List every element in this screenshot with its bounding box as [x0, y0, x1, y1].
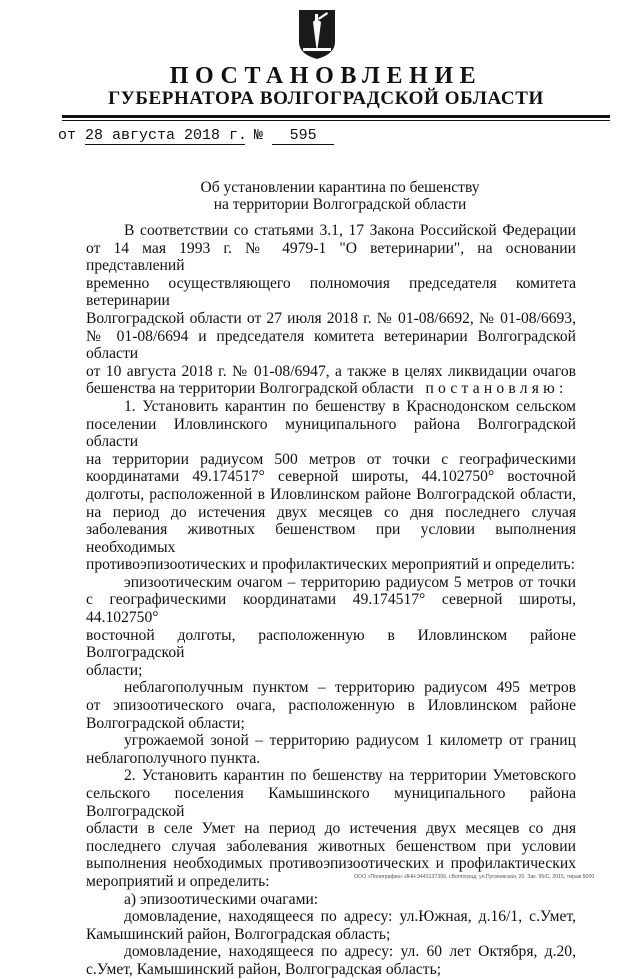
body-line: от 14 мая 1993 г. № 4979-1 "О ветеринарии", на основании представлений [86, 239, 576, 275]
body-line: от эпизоотического очага, расположенную в Иловлинском районе [86, 697, 576, 715]
document-title: ПОСТАНОВЛЕНИЕ [169, 63, 483, 89]
dateline-number-label: № [254, 127, 264, 144]
body-line: выполнения необходимых противоэпизоотических и профилактических [86, 855, 576, 873]
body-line: области в селе Умет на период до истечения двух месяцев со дня [86, 820, 576, 838]
body-line: угрожаемой зоной – территорию радиусом 1 километр от границ [124, 732, 576, 750]
body-line: неблагополучным пунктом – территорию радиусом 495 метров [124, 679, 576, 697]
body-line: 2. Установить карантин по бешенству на территории Уметовского [124, 767, 576, 785]
body-line: на территории радиусом 500 метров от точки с географическими [86, 450, 576, 468]
body-line: 1. Установить карантин по бешенству в Краснодонском сельском [124, 397, 576, 415]
body-line: сельского поселения Камышинского муниципального района Волгоградской [86, 785, 576, 820]
body-line [86, 380, 576, 398]
body-line: Волгоградской области от 27 июля 2018 г. № 01-08/6692, № 01-08/6693, [86, 309, 576, 327]
body-line: области; [86, 661, 143, 679]
body-line: а) эпизоотическими очагами: [124, 890, 319, 908]
body-line: последнего случая заболевания животных бешенством при условии [86, 837, 576, 855]
body-line: противоэпизоотических и профилактических мероприятий и определить: [86, 556, 575, 574]
body-line: заболевания животных бешенством при условии выполнения необходимых [86, 521, 576, 556]
body-line: № 01-08/6694 и председателя комитета ветеринарии Волгоградской области [86, 327, 576, 363]
dateline [58, 127, 334, 145]
body-text: бешенства на территории Волгоградской области [86, 380, 414, 398]
coat-of-arms-emblem [297, 8, 337, 60]
dateline-from-label: от [58, 127, 77, 144]
body-line: долготы, расположенной в Иловлинском районе Волгоградской области, [86, 485, 576, 503]
body-line: эпизоотическим очагом – территорию радиусом 5 метров от точки [124, 573, 576, 591]
body-line: неблагополучного пункта. [86, 749, 261, 767]
document-issuer: ГУБЕРНАТОРА ВОЛГОГРАДСКОЙ ОБЛАСТИ [108, 88, 544, 109]
body-line: домовладение, находящееся по адресу: ул. 60 лет Октября, д.20, [124, 943, 576, 961]
body-line: координатами 49.174517° северной широты, 44.102750° восточной [86, 468, 576, 486]
body-line: мероприятий и определить: [86, 872, 270, 890]
printer-imprint: ООО «Полиграфиз» ИНН 3443137399, г.Волгоград, ул.Пугачевская, 20. Зак. 95/С, 2015, тираж 5000 [354, 874, 595, 880]
body-line: поселении Иловлинского муниципального района Волгоградской области [86, 415, 576, 451]
body-line: на период до истечения двух месяцев со дня последнего случая [86, 503, 576, 521]
resolution-word: постановляю: [425, 380, 568, 398]
subject-line: на территории Волгоградской области [213, 196, 467, 213]
body-line: Камышинский район, Волгоградская область; [86, 925, 391, 943]
body-line: домовладение, находящееся по адресу: ул.Южная, д.16/1, с.Умет, [124, 908, 576, 926]
body-line: от 10 августа 2018 г. № 01-08/6947, а также в целях ликвидации очагов [86, 362, 576, 380]
body-line: Волгоградской области; [86, 714, 245, 732]
body-line: временно осуществляющего полномочия председателя комитета ветеринарии [86, 274, 576, 310]
body-line: В соответствии со статьями 3.1, 17 Закона Российской Федерации [124, 222, 576, 239]
body-line: с.Умет, Камышинский район, Волгоградская область; [86, 960, 442, 978]
header-rule-thick [62, 115, 610, 118]
document-date: 28 августа 2018 г. [85, 127, 248, 144]
subject-line: Об установлении карантина по бешенству [200, 179, 480, 196]
header-rule-thin [62, 120, 610, 121]
document-body [86, 222, 576, 979]
body-line: с географическими координатами 49.174517° северной широты, 44.102750° [86, 591, 576, 627]
document-number: 595 [272, 127, 334, 145]
document-subject [150, 179, 530, 213]
body-line: восточной долготы, расположенную в Иловлинском районе Волгоградской [86, 626, 576, 662]
